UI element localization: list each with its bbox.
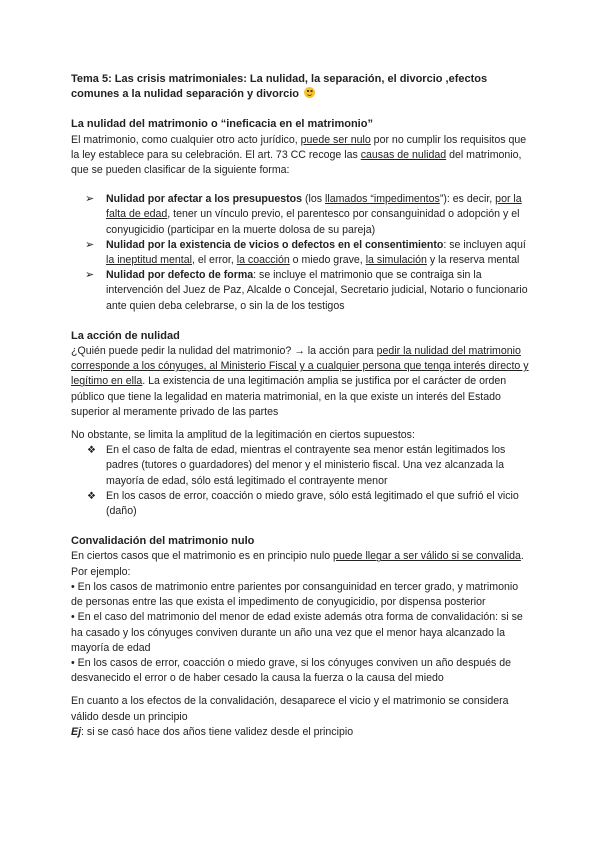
section-heading-convalidacion: Convalidación del matrimonio nulo xyxy=(71,535,255,548)
document-page xyxy=(71,72,531,740)
example-label: Ej xyxy=(71,725,82,738)
list-item: ❖ En el caso de falta de edad, mientras el contrayente sea menor están legitimados los padres (tutores o guardadores) del menor y el ministerio fiscal. Una vez alcanzada la mayoría de edad, sólo está legitimado el contrayente menor xyxy=(87,444,506,487)
example-line: Ej: si se casó hace dos años tiene validez desde el principio xyxy=(71,725,354,738)
nulidad-causes-list xyxy=(71,192,531,314)
list-item: ➢ Nulidad por defecto de forma: se incluye el matrimonio que se contraiga sin la intervención del Juez de Paz, Alcalde o Concejal, Secretario judicial, Notario o funcionario ante quien deba celebrarse, o sin la de los testigos xyxy=(85,269,528,312)
paragraph-efectos: En cuanto a los efectos de la convalidación, desaparece el vicio y el matrimonio se considera válido desde un principio xyxy=(71,695,509,723)
section-heading-accion: La acción de nulidad xyxy=(71,329,180,342)
diamond-bullet-icon: ❖ xyxy=(87,445,96,457)
list-item: ➢ Nulidad por afectar a los presupuestos (los llamados “impedimentos”): es decir, por la falta de edad, tener un vínculo previo, el parentesco por consanguinidad o adopción y el conyugicidio (participar en la muerte dolosa de su pareja) xyxy=(85,193,522,236)
convalidacion-bullet: • En los casos de matrimonio entre parientes por consanguinidad en tercer grado, y matrimonio de personas entre las que exista el impedimento de conyugicidio, por dispensa posterior xyxy=(71,580,519,609)
paragraph-legitimacion: No obstante, se limita la amplitud de la legitimación en ciertos supuestos: xyxy=(71,429,415,442)
arrow-bullet-icon: ➢ xyxy=(85,269,95,282)
legitimacion-list xyxy=(71,443,531,519)
paragraph-accion-intro: ¿Quién puede pedir la nulidad del matrimonio? → la acción para pedir la nulidad del matrimonio corresponde a los cónyuges, al Ministerio Fiscal y a cualquier persona que tenga interés directo y legítimo en ella. La existencia de una legitimación amplia se justifica por el carácter de orden público que tiene la legalidad en materia matrimonial, en la que existe un interés del Estado superior al meramente privado de las partes xyxy=(71,345,529,418)
arrow-bullet-icon: ➢ xyxy=(85,193,95,206)
list-item: ➢ Nulidad por la existencia de vicios o defectos en el consentimiento: se incluyen aquí la ineptitud mental, el error, la coacción o miedo grave, la simulación y la reserva mental xyxy=(85,238,526,267)
smiling-face-icon xyxy=(304,87,315,98)
list-item: ❖ En los casos de error, coacción o miedo grave, sólo está legitimado el que sufrió el vicio (daño) xyxy=(87,489,519,518)
paragraph-nulidad-intro: El matrimonio, como cualquier otro acto jurídico, puede ser nulo por no cumplir los requisitos que la ley establece para su celebración. El art. 73 CC recoge las causas de nulidad del matrimonio, que se pueden clasificar de la siguiente forma: xyxy=(71,133,527,177)
convalidacion-bullet: • En los casos de error, coacción o miedo grave, si los cónyuges conviven un año después de desvanecido el error o de haber cesado la causa la fuerza o la causa del miedo xyxy=(71,656,512,685)
paragraph-convalidacion-intro: En ciertos casos que el matrimonio es en principio nulo puede llegar a ser válido si se convalida. Por ejemplo: xyxy=(71,550,524,578)
document-title: Tema 5: Las crisis matrimoniales: La nulidad, la separación, el divorcio ,efectos comunes a la nulidad separación y divorcio xyxy=(71,73,488,101)
diamond-bullet-icon: ❖ xyxy=(87,490,96,502)
section-heading-nulidad: La nulidad del matrimonio o “ineficacia en el matrimonio” xyxy=(71,118,373,131)
convalidacion-bullet: • En el caso del matrimonio del menor de edad existe además otra forma de convalidación: si se ha casado y los cónyuges conviven durante un año una vez que el menor haya alcanzado la mayoría de edad xyxy=(71,611,523,654)
arrow-bullet-icon: ➢ xyxy=(85,238,95,251)
